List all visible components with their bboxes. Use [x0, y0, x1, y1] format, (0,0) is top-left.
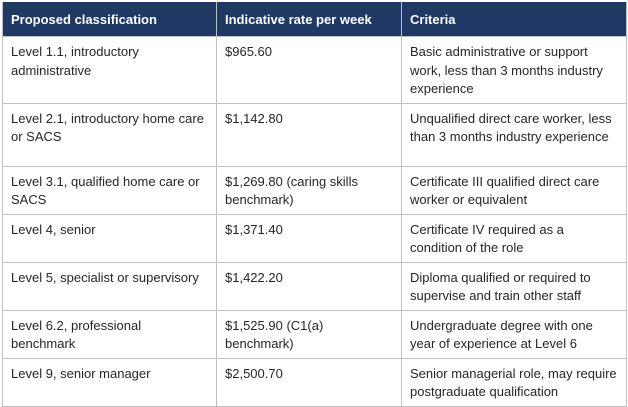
classification-cell: Level 4, senior [3, 214, 217, 262]
rate-cell: $1,525.90 (C1(a) benchmark) [217, 310, 402, 358]
table-row [3, 358, 627, 406]
criteria-cell: Basic administrative or support work, less than 3 months industry experience [402, 37, 627, 104]
criteria-cell: Certificate IV required as a condition of the role [402, 214, 627, 262]
table-row [3, 310, 627, 358]
criteria-cell: Certificate III qualified direct care worker or equivalent [402, 166, 627, 214]
table-row [3, 37, 627, 104]
rate-cell: $1,371.40 [217, 214, 402, 262]
criteria-cell: Unqualified direct care worker, less than 3 months industry experience [402, 103, 627, 166]
criteria-cell: Diploma qualified or required to supervise and train other staff [402, 262, 627, 310]
rate-cell: $2,500.70 [217, 358, 402, 406]
classification-cell: Level 5, specialist or supervisory [3, 262, 217, 310]
classification-cell: Level 3.1, qualified home care or SACS [3, 166, 217, 214]
table-header-row [3, 2, 627, 37]
classification-cell: Level 1.1, introductory administrative [3, 37, 217, 104]
header-proposed-classification: Proposed classification [3, 2, 217, 37]
header-indicative-rate: Indicative rate per week [217, 2, 402, 37]
classification-rates-table [2, 2, 627, 407]
header-criteria: Criteria [402, 2, 627, 37]
rate-cell: $1,142.80 [217, 103, 402, 166]
rate-cell: $1,269.80 (caring skills benchmark) [217, 166, 402, 214]
table-row [3, 103, 627, 166]
table-row [3, 262, 627, 310]
classification-cell: Level 2.1, introductory home care or SACS [3, 103, 217, 166]
rate-cell: $1,422.20 [217, 262, 402, 310]
rate-cell: $965.60 [217, 37, 402, 104]
classification-cell: Level 9, senior manager [3, 358, 217, 406]
table-row [3, 214, 627, 262]
classification-cell: Level 6.2, professional benchmark [3, 310, 217, 358]
table-row [3, 166, 627, 214]
criteria-cell: Undergraduate degree with one year of experience at Level 6 [402, 310, 627, 358]
criteria-cell: Senior managerial role, may require postgraduate qualification [402, 358, 627, 406]
classification-table-container [2, 2, 626, 407]
